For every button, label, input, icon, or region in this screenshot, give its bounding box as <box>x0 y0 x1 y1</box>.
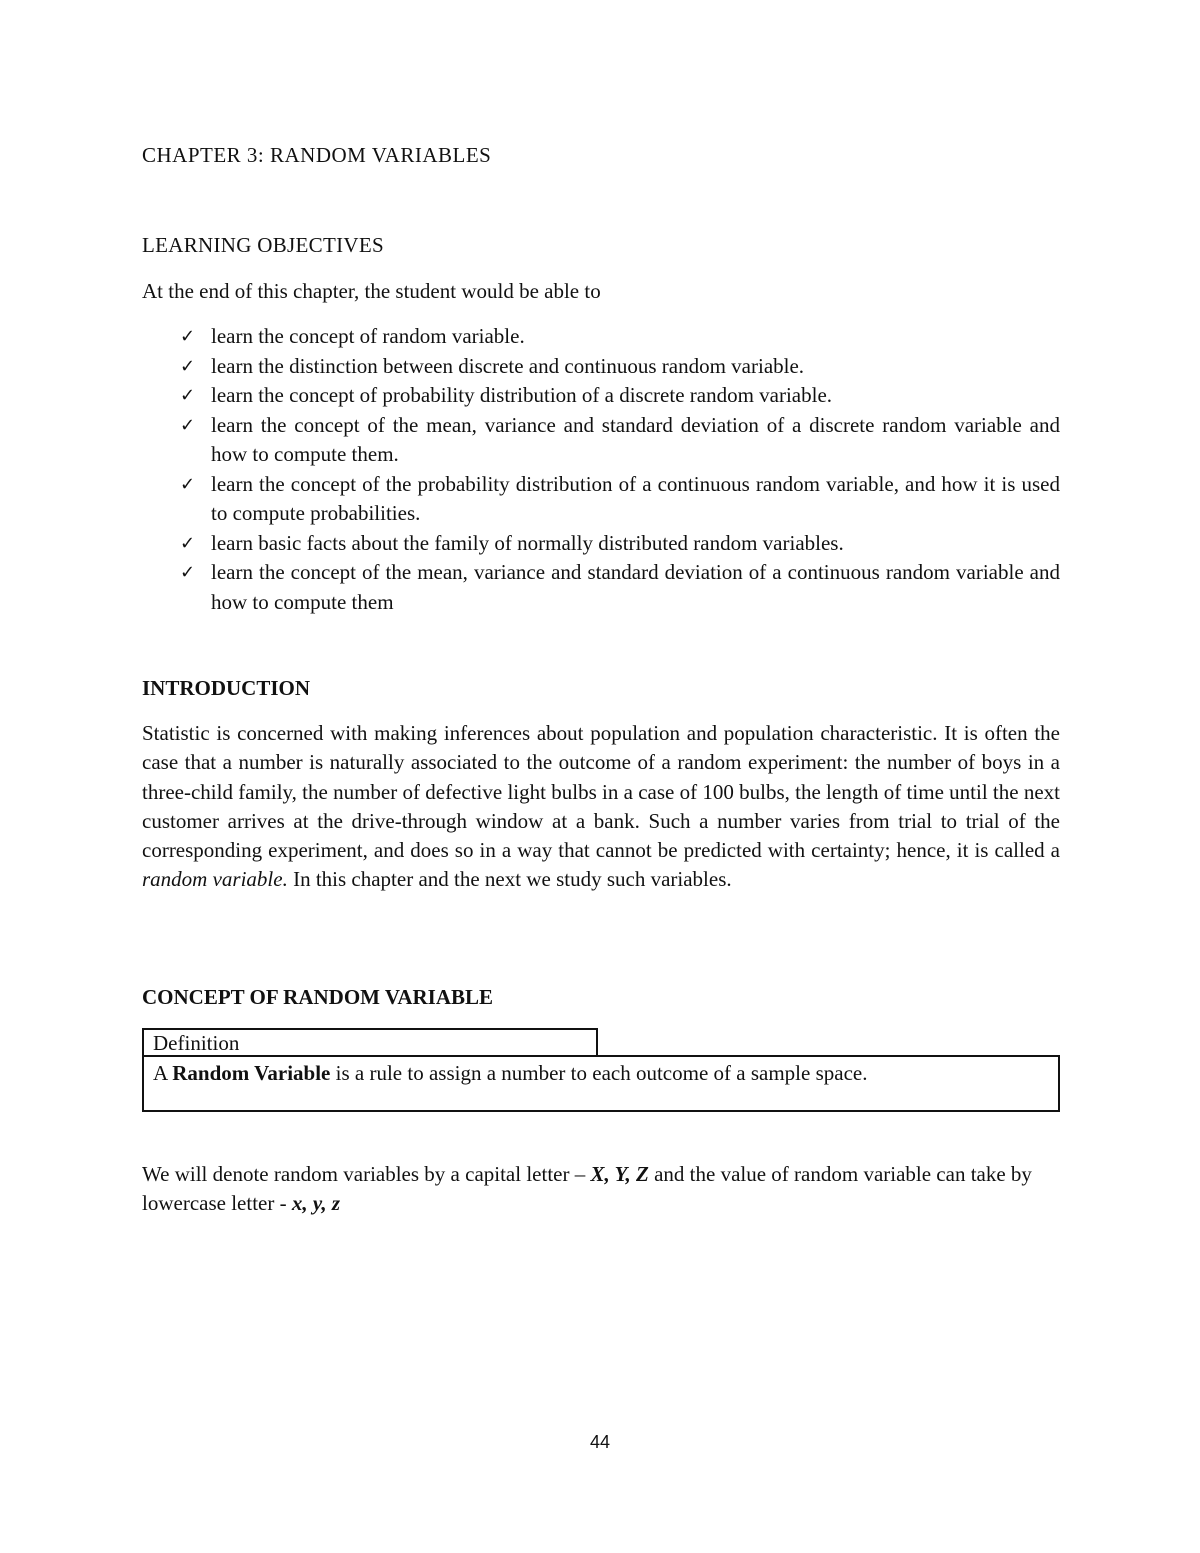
check-mark-icon: ✓ <box>180 473 196 495</box>
introduction-text-end: In this chapter and the next we study such variables. <box>287 867 732 892</box>
learning-objectives-list <box>142 322 1060 617</box>
check-mark-icon: ✓ <box>180 532 196 554</box>
notation-text-1: We will denote random variables by a capital letter – <box>142 1162 591 1186</box>
objective-text: learn the concept of probability distribution of a discrete random variable. <box>211 383 833 407</box>
notation-text-2: and the value of random variable can take by lowercase letter - <box>142 1162 1032 1215</box>
definition-text: is a rule to assign a number to each outcome of a sample space. <box>330 1061 868 1085</box>
lowercase-letters: x, y, z <box>291 1191 341 1215</box>
definition-prefix: A <box>153 1061 173 1085</box>
definition-label: Definition <box>142 1028 598 1055</box>
objective-text: learn the concept of the probability distribution of a continuous random variable, and how it is used to compute probabilities. <box>211 471 1060 525</box>
check-mark-icon: ✓ <box>180 355 196 377</box>
objective-item <box>142 322 1060 352</box>
definition-box <box>142 1055 1060 1112</box>
objective-text: learn the concept of the mean, variance and standard deviation of a continuous random variable and how to compute them <box>211 560 1060 614</box>
learning-objectives-heading: LEARNING OBJECTIVES <box>142 233 384 257</box>
objective-text: learn the concept of random variable. <box>211 324 525 348</box>
objective-item <box>142 529 1060 559</box>
introduction-heading: INTRODUCTION <box>142 676 311 700</box>
learning-objectives-intro: At the end of this chapter, the student would be able to <box>142 279 601 303</box>
objective-item <box>142 381 1060 411</box>
introduction-paragraph <box>142 719 1060 895</box>
check-mark-icon: ✓ <box>180 562 196 583</box>
objective-text: learn basic facts about the family of normally distributed random variables. <box>211 530 844 555</box>
definition-term: Random Variable <box>172 1061 331 1085</box>
check-mark-icon: ✓ <box>180 414 196 436</box>
objective-text: learn the distinction between discrete and continuous random variable. <box>211 353 805 378</box>
check-mark-icon: ✓ <box>180 385 196 406</box>
objective-text: learn the concept of the mean, variance and standard deviation of a discrete random variable and how to compute them. <box>211 412 1060 466</box>
page-number: 44 <box>589 1432 611 1452</box>
capital-letters: X, Y, Z <box>590 1162 649 1186</box>
introduction-text-start: Statistic is concerned with making inferences about population and population characteristic. It is often the case that a number is naturally associated to the outcome of a random experiment: the number of boys in a three-child family, the number of defective light bulbs in a case of 100 bulbs, the length of time until the next customer arrives at the drive-through window at a bank. Such a number varies from trial to trial of the corresponding experiment, and does so in a way that cannot be predicted with certainty; hence, it is called a <box>142 721 1060 863</box>
objective-item <box>142 352 1060 382</box>
objective-item <box>142 411 1060 470</box>
chapter-title: CHAPTER 3: RANDOM VARIABLES <box>142 143 492 167</box>
objective-item <box>142 558 1060 617</box>
concept-heading: CONCEPT OF RANDOM VARIABLE <box>142 985 494 1009</box>
random-variable-term: random variable. <box>142 867 288 892</box>
objective-item <box>142 470 1060 529</box>
notation-paragraph <box>142 1160 1060 1218</box>
check-mark-icon: ✓ <box>180 326 196 347</box>
